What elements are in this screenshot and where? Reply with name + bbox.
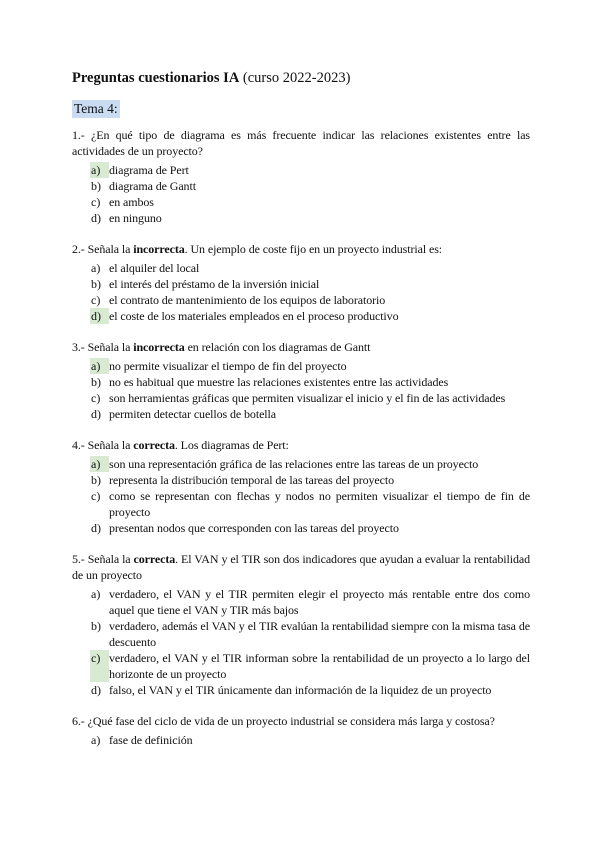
option-letter: d) [91, 521, 101, 535]
option-letter: b) [91, 473, 101, 487]
option-text: verdadero, el VAN y el TIR informan sobre la rentabilidad de un proyecto a lo largo del horizonte de un proyecto [109, 651, 530, 681]
option-item [90, 618, 530, 650]
question-emphasis: correcta [133, 438, 175, 452]
option-letter: c) [91, 489, 101, 503]
options-list [72, 586, 530, 698]
title-bold: Preguntas cuestionarios IA [72, 70, 240, 86]
option-letter: b) [91, 375, 101, 389]
tema-heading-wrap [72, 100, 530, 127]
option-letter: d) [91, 683, 101, 697]
option-letter: c) [91, 391, 101, 405]
options-list [72, 456, 530, 536]
question-text-part: 2.- Señala la [72, 242, 134, 256]
option-text: permiten detectar cuellos de botella [109, 407, 276, 421]
option-item [90, 586, 530, 618]
option-item [90, 162, 530, 178]
option-item [90, 358, 530, 374]
question-text [72, 713, 530, 729]
option-text: el interés del préstamo de la inversión inicial [109, 277, 320, 291]
question-emphasis: incorrecta [133, 340, 185, 354]
questions-list [72, 127, 530, 748]
option-letter-correct: a) [90, 358, 109, 374]
option-item [90, 456, 530, 472]
option-text: son herramientas gráficas que permiten visualizar el inicio y el fin de las actividades [109, 391, 506, 405]
option-text: el coste de los materiales empleados en el proceso productivo [109, 309, 399, 323]
question-1 [72, 127, 530, 226]
option-letter-correct: a) [90, 456, 109, 472]
option-text: diagrama de Pert [109, 163, 189, 177]
question-text-part: 5.- Señala la [72, 552, 134, 566]
question-5 [72, 551, 530, 698]
question-text-part: 4.- Señala la [72, 438, 134, 452]
option-text: verdadero, además el VAN y el TIR evalúan la rentabilidad siempre con la misma tasa de descuento [109, 619, 530, 649]
question-4 [72, 437, 530, 536]
option-item [90, 520, 530, 536]
option-item [90, 732, 530, 748]
question-text-part: . Los diagramas de Pert: [174, 438, 289, 452]
option-item [90, 308, 530, 324]
document-title [72, 70, 530, 86]
option-text: no es habitual que muestre las relaciones existentes entre las actividades [109, 375, 449, 389]
question-2 [72, 241, 530, 324]
question-text-part: 1.- ¿En qué tipo de diagrama es más frecuente indicar las relaciones existentes entre las actividades de un proyecto? [72, 128, 530, 158]
option-text: son una representación gráfica de las relaciones entre las tareas de un proyecto [109, 457, 479, 471]
option-item [90, 488, 530, 520]
option-text: verdadero, el VAN y el TIR permiten elegir el proyecto más rentable entre dos como aquel que tiene el VAN y TIR más bajos [109, 587, 530, 617]
question-text-part: . El VAN y el TIR son dos indicadores que ayudan a evaluar la rentabilidad de un proyecto [72, 552, 530, 582]
question-text [72, 437, 530, 453]
option-item [90, 178, 530, 194]
options-list [72, 358, 530, 422]
option-letter-correct: c) [90, 650, 109, 682]
document-page [72, 70, 530, 763]
question-text [72, 241, 530, 257]
option-letter: d) [91, 211, 101, 225]
option-letter: c) [91, 195, 101, 209]
option-item [90, 390, 530, 406]
option-item [90, 292, 530, 308]
option-letter-correct: a) [90, 162, 109, 178]
option-letter-correct: d) [90, 308, 109, 324]
option-letter: a) [91, 733, 101, 747]
option-item [90, 682, 530, 698]
question-text [72, 339, 530, 355]
option-text: no permite visualizar el tiempo de fin del proyecto [109, 359, 347, 373]
option-text: diagrama de Gantt [109, 179, 196, 193]
tema-heading: Tema 4: [74, 101, 118, 116]
option-text: falso, el VAN y el TIR únicamente dan información de la liquidez de un proyecto [109, 683, 492, 697]
title-course: (curso 2022-2023) [239, 70, 351, 86]
option-text: en ambos [109, 195, 154, 209]
option-text: como se representan con flechas y nodos no permiten visualizar el tiempo de fin de proyecto [109, 489, 530, 519]
question-6 [72, 713, 530, 748]
options-list [72, 162, 530, 226]
question-text-part: 6.- ¿Qué fase del ciclo de vida de un proyecto industrial se considera más larga y costosa? [72, 714, 495, 728]
option-item [90, 276, 530, 292]
option-text: el alquiler del local [109, 261, 200, 275]
option-letter: a) [91, 261, 101, 275]
option-text: fase de definición [109, 733, 193, 747]
option-text: el contrato de mantenimiento de los equipos de laboratorio [109, 293, 386, 307]
question-text [72, 551, 530, 583]
option-letter: b) [91, 277, 101, 291]
option-item [90, 650, 530, 682]
option-letter: b) [91, 179, 101, 193]
option-item [90, 472, 530, 488]
option-letter: a) [91, 587, 101, 601]
option-letter: c) [91, 293, 101, 307]
question-3 [72, 339, 530, 422]
question-text-part: en relación con los diagramas de Gantt [184, 340, 371, 354]
option-text: representa la distribución temporal de las tareas del proyecto [109, 473, 395, 487]
question-emphasis: correcta [133, 552, 176, 566]
option-letter: b) [91, 619, 101, 633]
option-item [90, 210, 530, 226]
options-list [72, 732, 530, 748]
option-item [90, 194, 530, 210]
option-text: en ninguno [109, 211, 162, 225]
option-item [90, 260, 530, 276]
question-text [72, 127, 530, 159]
option-item [90, 406, 530, 422]
question-text-part: 3.- Señala la [72, 340, 134, 354]
option-letter: d) [91, 407, 101, 421]
option-item [90, 374, 530, 390]
question-emphasis: incorrecta [133, 242, 185, 256]
option-text: presentan nodos que corresponden con las tareas del proyecto [109, 521, 399, 535]
question-text-part: . Un ejemplo de coste fijo en un proyecto industrial es: [184, 242, 443, 256]
options-list [72, 260, 530, 324]
